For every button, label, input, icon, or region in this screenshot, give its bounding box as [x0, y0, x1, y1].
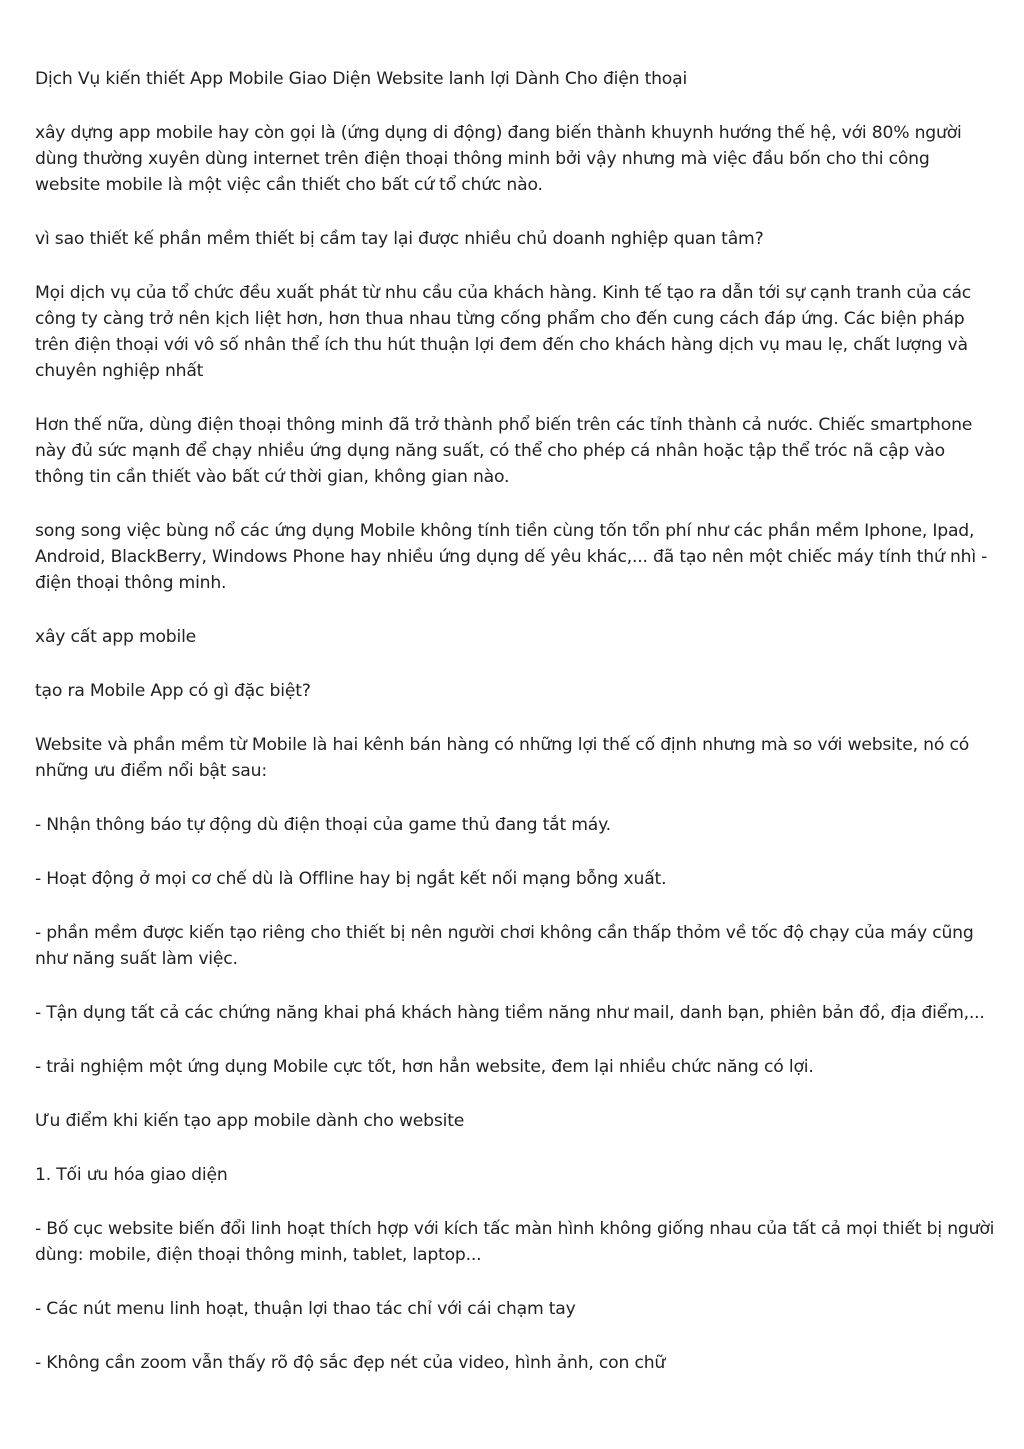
bullet-offline: - Hoạt động ở mọi cơ chế dù là Offline hay bị ngắt kết nối mạng bỗng xuất.: [35, 869, 667, 889]
bullet-menu: - Các nút menu linh hoạt, thuận lợi thao tác chỉ với cái chạm tay: [35, 1299, 576, 1319]
paragraph-smartphone: Hơn thế nữa, dùng điện thoại thông minh đã trở thành phổ biến trên các tỉnh thành cả nước. Chiếc smartphone này đủ sức mạnh để chạy nhiều ứng dụng năng suất, có thể cho phép cá nhân hoặc tập thể tróc nã cập vào thông tin cần thiết vào bất cứ thời gian, không gian nào.: [35, 415, 973, 487]
paragraph-website-vs-app: Website và phần mềm từ Mobile là hai kênh bán hàng có những lợi thế cố định nhưng mà so với website, nó có những ưu điểm nổi bật sau:: [35, 735, 970, 781]
paragraph-apps: song song việc bùng nổ các ứng dụng Mobile không tính tiền cùng tốn tổn phí như các phần mềm Iphone, Ipad, Android, BlackBerry, Windows Phone hay nhiều ứng dụng dế yêu khác,... đã tạo nên một chiếc máy tính thứ nhì - điện thoại thông minh.: [35, 521, 988, 593]
bullet-experience: - trải nghiệm một ứng dụng Mobile cực tốt, hơn hẳn website, đem lại nhiều chức năng có lợi.: [35, 1057, 814, 1077]
heading-build-app: xây cất app mobile: [35, 627, 197, 647]
bullet-notifications: - Nhận thông báo tự động dù điện thoại của game thủ đang tắt máy.: [35, 815, 611, 835]
heading-optimize-ui: 1. Tối ưu hóa giao diện: [35, 1165, 228, 1185]
paragraph-question: vì sao thiết kế phần mềm thiết bị cầm tay lại được nhiều chủ doanh nghiệp quan tâm?: [35, 229, 764, 249]
paragraph-services: Mọi dịch vụ của tổ chức đều xuất phát từ nhu cầu của khách hàng. Kinh tế tạo ra dẫn tới sự cạnh tranh của các công ty càng trở nên kịch liệt hơn, hơn thua nhau từng cống phẩm cho đến cung cách đáp ứng. Các biện pháp trên điện thoại với vô số nhân thể ích thu hút thuận lợi đem đến cho khách hàng dịch vụ mau lẹ, chất lượng và chuyên nghiệp nhất: [35, 283, 972, 381]
paragraph-intro: xây dựng app mobile hay còn gọi là (ứng dụng di động) đang biến thành khuynh hướng thế hệ, với 80% người dùng thường xuyên dùng internet trên điện thoại thông minh bởi vậy nhưng mà việc đầu bốn cho thi công website mobile là một việc cần thiết cho bất cứ tổ chức nào.: [35, 123, 962, 195]
bullet-performance: - phần mềm được kiến tạo riêng cho thiết bị nên người chơi không cần thấp thỏm về tốc độ chạy của máy cũng như năng suất làm việc.: [35, 923, 974, 969]
bullet-layout: - Bố cục website biến đổi linh hoạt thích hợp với kích tấc màn hình không giống nhau của tất cả mọi thiết bị người dùng: mobile, điện thoại thông minh, tablet, laptop...: [35, 1219, 995, 1265]
bullet-features: - Tận dụng tất cả các chứng năng khai phá khách hàng tiềm năng như mail, danh bạn, phiên bản đồ, địa điểm,...: [35, 1003, 985, 1023]
heading-special: tạo ra Mobile App có gì đặc biệt?: [35, 681, 311, 701]
document-body: [35, 66, 995, 1376]
heading-advantages: Ưu điểm khi kiến tạo app mobile dành cho website: [35, 1111, 465, 1131]
document-title: Dịch Vụ kiến thiết App Mobile Giao Diện Website lanh lợi Dành Cho điện thoại: [35, 69, 688, 89]
bullet-zoom: - Không cần zoom vẫn thấy rõ độ sắc đẹp nét của video, hình ảnh, con chữ: [35, 1353, 666, 1373]
